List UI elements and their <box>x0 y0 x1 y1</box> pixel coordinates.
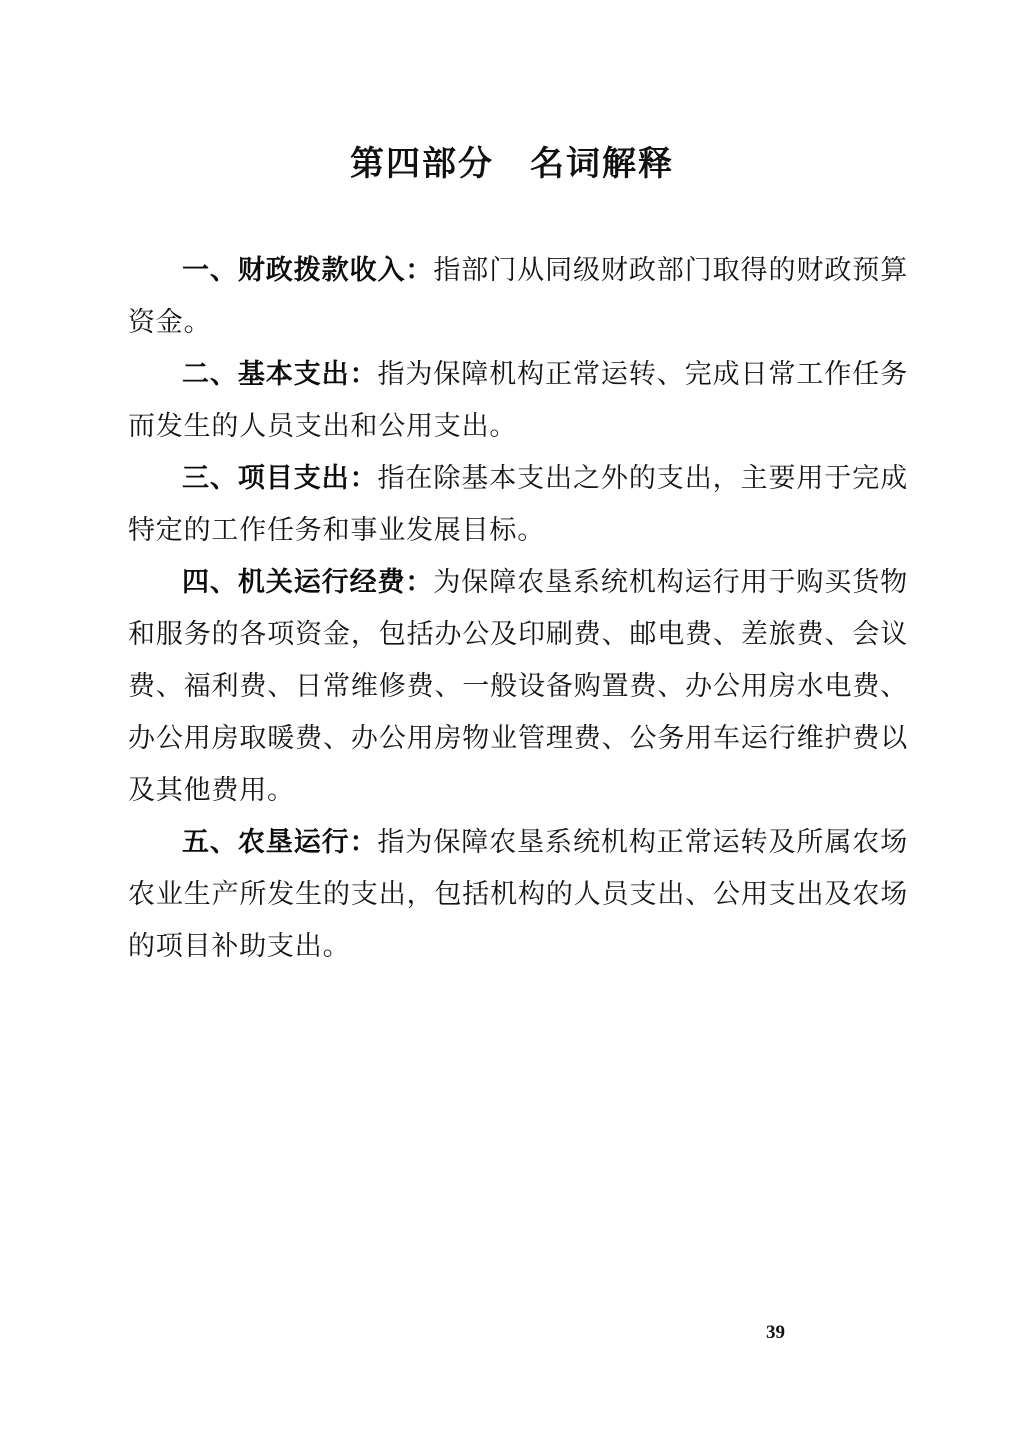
definition-text-1: 指部门从同级财政部门取得的财政预算资金。 <box>128 255 908 337</box>
definition-paragraph-5 <box>128 816 908 972</box>
definition-paragraph-4 <box>128 556 908 816</box>
definition-paragraph-2 <box>128 348 908 452</box>
definitions-list <box>128 244 908 972</box>
definition-term-3: 三、项目支出： <box>182 463 378 493</box>
definition-term-2: 二、基本支出： <box>182 359 378 389</box>
definition-paragraph-3 <box>128 452 908 556</box>
definition-text-2: 指为保障机构正常运转、完成日常工作任务而发生的人员支出和公用支出。 <box>128 359 908 441</box>
page-number: 39 <box>766 1322 785 1343</box>
definition-term-4: 四、机关运行经费： <box>182 567 434 597</box>
definition-term-1: 一、财政拨款收入： <box>182 255 434 285</box>
page-title: 第四部分 名词解释 <box>350 145 674 183</box>
definition-text-4: 为保障农垦系统机构运行用于购买货物和服务的各项资金，包括办公及印刷费、邮电费、差旅费、会议费、福利费、日常维修费、一般设备购置费、办公用房水电费、办公用房取暖费、办公用房物业管理费、公务用车运行维护费以及其他费用。 <box>128 567 908 805</box>
definition-text-5: 指为保障农垦系统机构正常运转及所属农场农业生产所发生的支出，包括机构的人员支出、公用支出及农场的项目补助支出。 <box>128 827 908 961</box>
definition-term-5: 五、农垦运行： <box>182 827 378 857</box>
definition-paragraph-1 <box>128 244 908 348</box>
definition-text-3: 指在除基本支出之外的支出，主要用于完成特定的工作任务和事业发展目标。 <box>128 463 908 545</box>
